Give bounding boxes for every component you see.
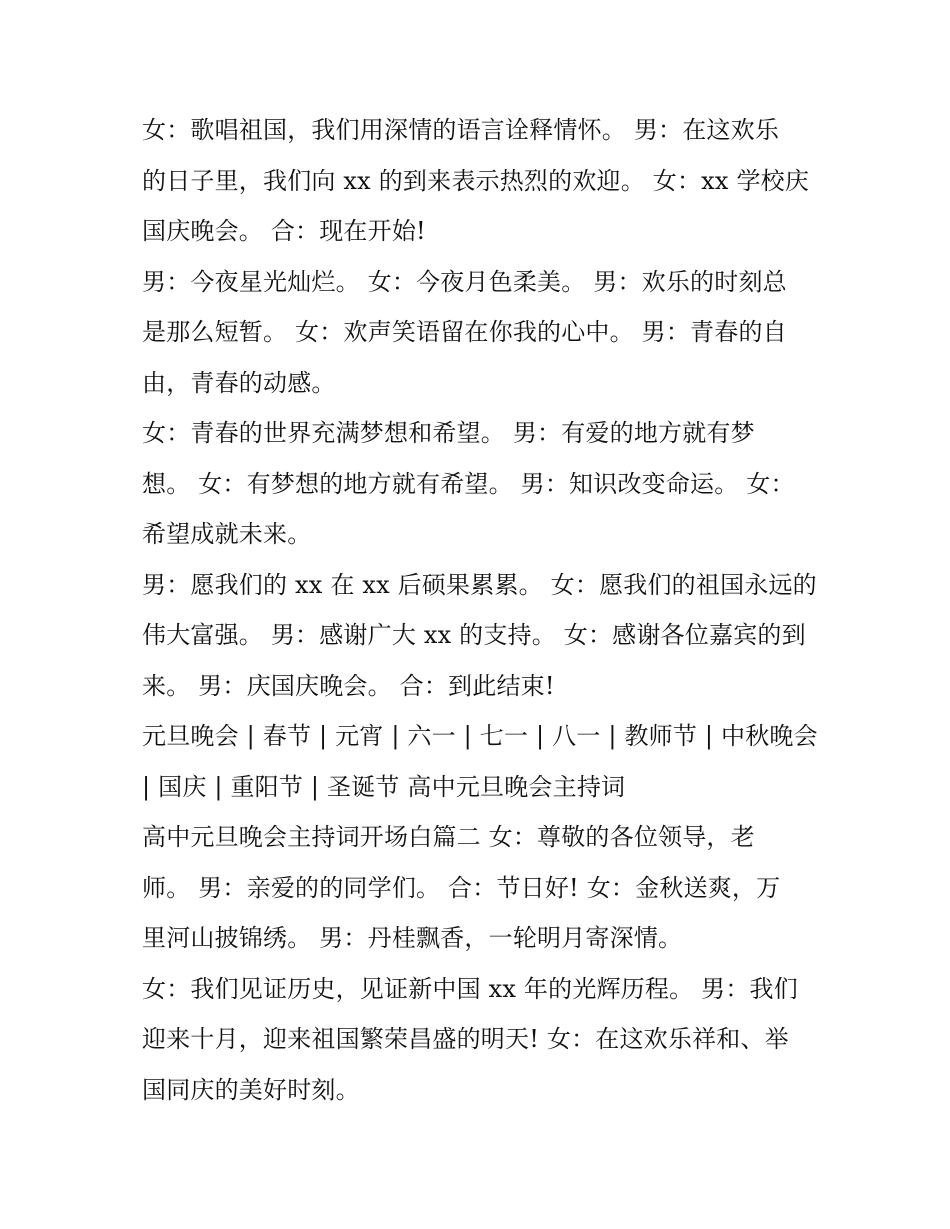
text-line: 来。 男：庆国庆晚会。 合：到此结束! — [142, 671, 555, 700]
text-line: 由，青春的动感。 — [142, 368, 336, 397]
text-line: 元旦晚会 | 春节 | 元宵 | 六一 | 七一 | 八一 | 教师节 | 中秋晚会 — [142, 722, 818, 750]
text-line: 是那么短暂。 女：欢声笑语留在你我的心中。 男：青春的自 — [142, 318, 787, 346]
text-line: 师。 男：亲爱的的同学们。 合：节日好! 女：金秋送爽，万 — [142, 873, 781, 902]
text-line: 希望成就未来。 — [142, 520, 312, 548]
text-line: | 国庆 | 重阳节 | 圣诞节 高中元旦晚会主持词 — [142, 772, 626, 801]
text-line: 女：我们见证历史，见证新中国 xx 年的光辉历程。 男：我们 — [142, 974, 798, 1003]
text-line: 伟大富强。 男：感谢广大 xx 的支持。 女：感谢各位嘉宾的到 — [142, 621, 806, 649]
text-line: 想。 女：有梦想的地方就有希望。 男：知识改变命运。 女： — [142, 469, 795, 498]
document-body — [142, 105, 822, 1115]
text-line: 高中元旦晚会主持词开场白篇二 女：尊敬的各位领导，老 — [142, 823, 755, 851]
text-line: 男：今夜星光灿烂。 女：今夜月色柔美。 男：欢乐的时刻总 — [142, 267, 787, 296]
text-line: 国同庆的美好时刻。 — [142, 1075, 360, 1104]
text-line: 男：愿我们的 xx 在 xx 后硕果累累。 女：愿我们的祖国永远的 — [142, 570, 817, 599]
text-line: 国庆晚会。 合：现在开始! — [142, 217, 426, 245]
text-line: 里河山披锦绣。 男：丹桂飘香，一轮明月寄深情。 — [142, 924, 683, 952]
text-line: 的日子里，我们向 xx 的到来表示热烈的欢迎。 女：xx 学校庆 — [142, 166, 810, 195]
text-line: 女：歌唱祖国，我们用深情的语言诠释情怀。 男：在这欢乐 — [142, 116, 780, 144]
text-line: 女：青春的世界充满梦想和希望。 男：有爱的地方就有梦 — [142, 419, 755, 447]
text-line: 迎来十月，迎来祖国繁荣昌盛的明天! 女：在这欢乐祥和、举 — [142, 1025, 789, 1053]
